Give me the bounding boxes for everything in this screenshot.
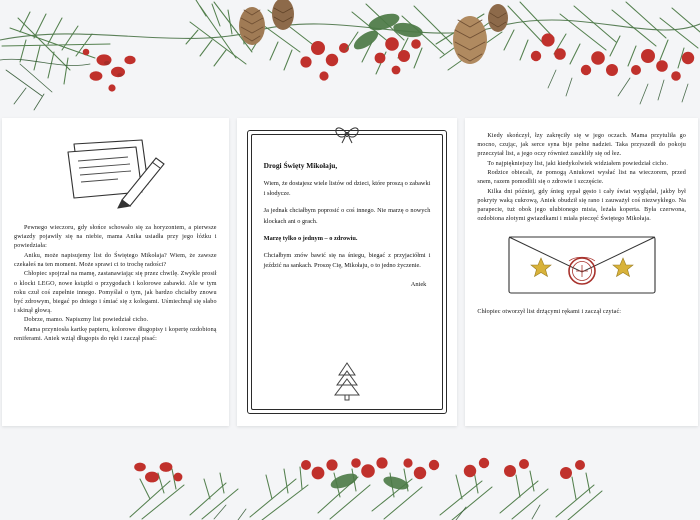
letter-and-pen-illustration: [56, 134, 174, 210]
bottom-floral-border: [0, 455, 700, 520]
top-border-graphic: [0, 0, 700, 120]
pinecone-icon: [239, 7, 265, 45]
letter-paragraph: Wiem, że dostajesz wiele listów od dzieci, które proszą o zabawki i słodycze.: [263, 180, 431, 198]
paragraph: Aniku, może napisujemy list do Świętego Mikołaja? Wiem, że zawsze czekałeś na ten moment. Może sprawi ci to trochę radości?: [14, 252, 217, 268]
christmas-tree-icon: [332, 361, 362, 401]
paragraph: Pewnego wieczoru, gdy słońce schowało się za horyzontem, a pierwsze gwiazdy pojawiły się na niebie, mama Anika usiadła przy jego łóżku i powiedziała:: [14, 225, 217, 250]
letter-paragraph: Ja jednak chciałbym poprosić o coś innego. Nie marzę o nowych klockach ani o grach.: [263, 207, 431, 225]
letter-salutation: Drogi Święty Mikołaju,: [263, 161, 338, 170]
letter-paragraph: Chciałbym znów bawić się na śniegu, biegać z przyjaciółmi i jeździć na sankach. Proszę Cię, Mikołaju, o to jedno życzenie.: [263, 252, 431, 270]
left-text-card: [2, 118, 229, 426]
three-column-layout: [0, 118, 700, 426]
sealed-envelope-illustration: [507, 234, 657, 296]
paragraph: Dobrze, mamo. Napiszmy list powiedział cicho.: [24, 317, 149, 324]
letter-signature: Aniek: [410, 281, 427, 289]
paragraph: To najpiękniejszy list, jaki kiedykolwiek widziałem powiedział cicho.: [487, 160, 669, 167]
paragraph: Chłopiec spojrzał na mamę, zastanawiając się przez chwilę. Zwykle prosił o klocki LEGO, nowe książki o przygodach i kolorowe zabawki. Ale w tym roku czuł coś zupełnie innego. Pomyślał o tym, jak bardzo chciałby znowu być zdrowym, biegać po dniego i śmiać się z kolegami. Uśmiechnął się słabo i skinął głową.: [14, 271, 217, 314]
right-text-card: [465, 118, 698, 426]
left-paragraphs: [14, 224, 217, 344]
paragraph: Kilka dni później, gdy śnieg sypał gęsto i cały świat wyglądał, jakby był pokryty waką cukrową, Aniek obudził się rano i zauważył coś niezwykłego. Na parapecie, tuż obok jego ulubionego misia, leżała koperta. Była czerwona, ozdobiona złotymi gwiazdkami i miała pieczęć Świętego Mikołaja.: [477, 189, 686, 223]
paragraph: Rodzice obiecali, że pomogą Aniukowi wysłać list na wieczorem, przed snem, razem pomodlili się o zdrowie i szczęście.: [477, 170, 686, 186]
letter-paragraph: Marzę tylko o jednym – o zdrowiu.: [263, 234, 358, 242]
decorative-letter-frame: [247, 130, 448, 414]
paragraph: Chłopiec otworzył list drżącymi rękami i zaczął czytać:: [477, 309, 622, 316]
paragraph: Mama przyniosła kartkę papieru, kolorowe długopisy i kopertę ozdobioną reniferami. Aniek wziął długopis do ręki i zaczął pisać:: [14, 327, 217, 343]
ribbon-bow-icon: [332, 122, 362, 144]
pinecone-icon: [453, 16, 487, 64]
middle-letter-card: [237, 118, 458, 426]
paragraph: Kiedy skończył, łzy zakręciły się w jego oczach. Mama przytuliła go mocno, czując, jak serce syna bije pełne nadziei. Taka przyszedł do pokoju przeczytał list, a jego oczy również zaszkliły się od łez.: [477, 133, 686, 158]
top-floral-border: [0, 0, 700, 120]
bottom-border-graphic: [0, 455, 700, 520]
letter-body: [264, 161, 431, 288]
